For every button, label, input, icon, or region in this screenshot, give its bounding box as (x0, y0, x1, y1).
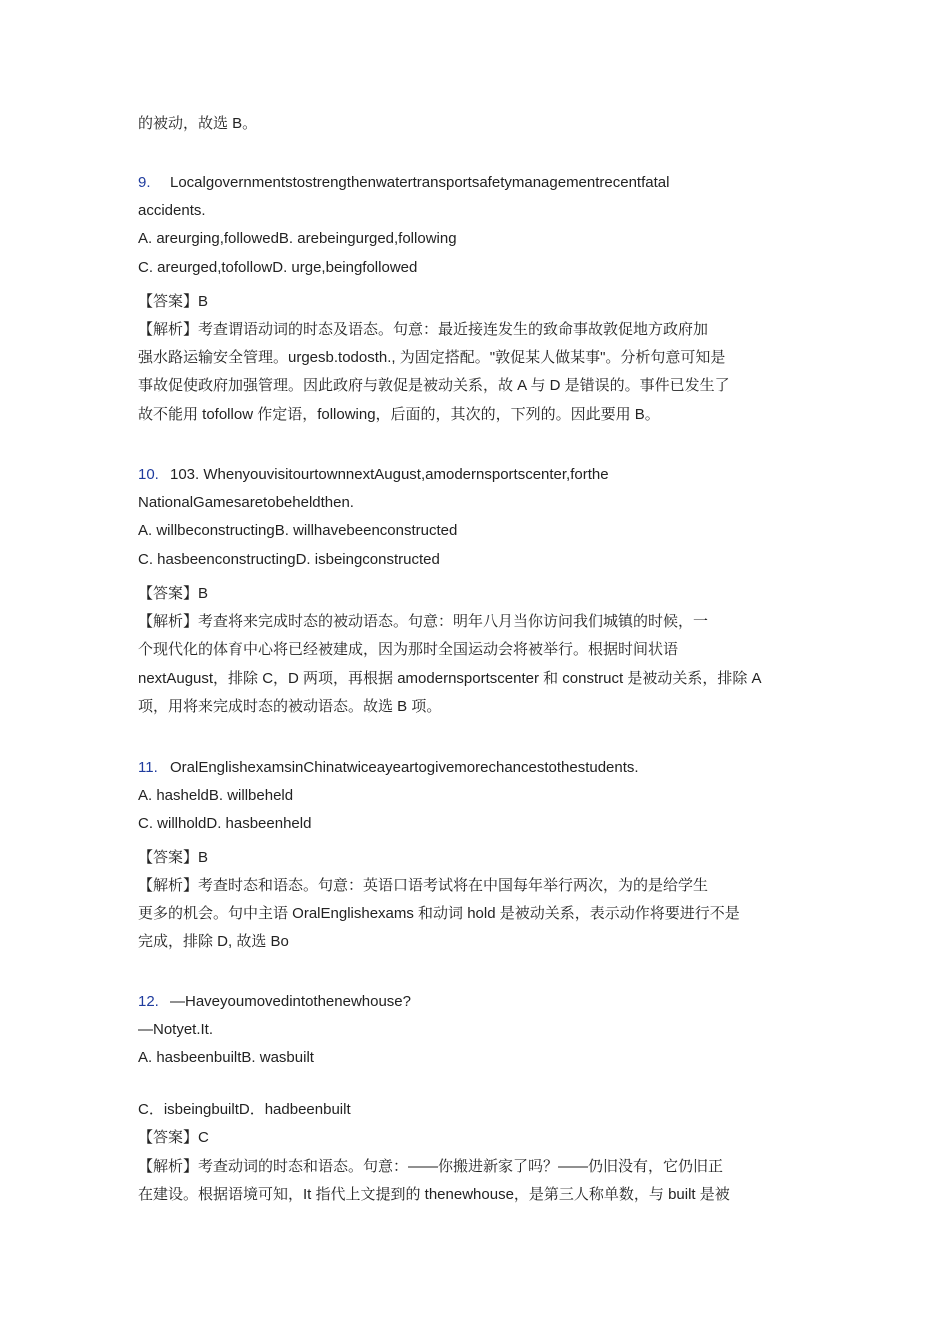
question-11-options-c-d: C. willholdD. hasbeenheld (138, 815, 312, 832)
question-number: 11. (138, 759, 158, 776)
question-10-analysis-line: nextAugust，排除 C，D 两项，再根据 amodernsportscenter 和 construct 是被动关系，排除 A (138, 670, 762, 687)
question-12-stem: 12. —Haveyoumovedintothenewhouse? (138, 993, 411, 1010)
question-9-analysis-line: 故不能用 tofollow 作定语，following，后面的，其次的，下列的。因此要用 B。 (138, 406, 660, 423)
question-number: 12. (138, 993, 159, 1010)
question-9-stem: 9. Localgovernmentstostrengthenwatertransportsafetymanagementrecentfatal (138, 174, 670, 191)
question-9-analysis-line: 【解析】考查谓语动词的时态及语态。句意：最近接连发生的致命事故敦促地方政府加 (138, 321, 709, 338)
question-9-options-a-b: A. areurging,followedB. arebeingurged,following (138, 230, 457, 247)
question-12-options-c-d: C．isbeingbuiltD．hadbeenbuilt (138, 1101, 351, 1118)
question-10-stem: 10. 103. WhenyouvisitourtownnextAugust,amodernsportscenter,forthe (138, 466, 609, 483)
question-9-options-c-d: C. areurged,tofollowD. urge,beingfollowed (138, 259, 418, 276)
question-11-analysis-line: 完成，排除 D, 故选 Bo (138, 933, 289, 950)
question-12-analysis-line: 【解析】考查动词的时态和语态。句意：——你搬进新家了吗？——仍旧没有，它仍旧正 (138, 1158, 724, 1175)
question-9-stem-continued: accidents. (138, 202, 206, 219)
question-10-options-c-d: C. hasbeenconstructingD. isbeingconstructed (138, 551, 440, 568)
question-9-answer: 【答案】B (138, 293, 209, 310)
question-11-analysis-line: 【解析】考查时态和语态。句意：英语口语考试将在中国每年举行两次，为的是给学生 (138, 877, 709, 894)
question-9-analysis-line: 强水路运输安全管理。urgesb.todosth., 为固定搭配。"敦促某人做某事"。分析句意可知是 (138, 349, 726, 366)
question-12-answer: 【答案】C (138, 1129, 209, 1146)
question-9-analysis-line: 事故促使政府加强管理。因此政府与敦促是被动关系，故 A 与 D 是错误的。事件已发生了 (138, 377, 730, 394)
question-number: 9. (138, 174, 151, 191)
question-11-options-a-b: A. hasheldB. willbeheld (138, 787, 294, 804)
question-12-analysis-line: 在建设。根据语境可知，It 指代上文提到的 thenewhouse，是第三人称单数，与 built 是被 (138, 1186, 730, 1203)
question-11-stem: 11. OralEnglishexamsinChinatwiceayeartogivemorechancestothestudents. (138, 759, 639, 776)
question-12-stem-continued: —Notyet.It. (138, 1021, 214, 1038)
question-10-options-a-b: A. willbeconstructingB. willhavebeenconstructed (138, 522, 458, 539)
question-number: 10. (138, 466, 159, 483)
question-10-stem-continued: NationalGamesaretobeheldthen. (138, 494, 354, 511)
question-11-analysis-line: 更多的机会。句中主语 OralEnglishexams 和动词 hold 是被动关系，表示动作将要进行不是 (138, 905, 740, 922)
question-11-answer: 【答案】B (138, 849, 209, 866)
question-12-options-a-b: A. hasbeenbuiltB. wasbuilt (138, 1049, 314, 1066)
question-10-answer: 【答案】B (138, 585, 209, 602)
question-10-analysis-line: 个现代化的体育中心将已经被建成，因为那时全国运动会将被举行。根据时间状语 (138, 641, 679, 658)
question-10-analysis-line: 【解析】考查将来完成时态的被动语态。句意：明年八月当你访问我们城镇的时候，一 (138, 613, 709, 630)
previous-analysis-tail: 的被动，故选 B。 (138, 115, 258, 132)
question-10-analysis-line: 项，用将来完成时态的被动语态。故选 B 项。 (138, 698, 442, 715)
